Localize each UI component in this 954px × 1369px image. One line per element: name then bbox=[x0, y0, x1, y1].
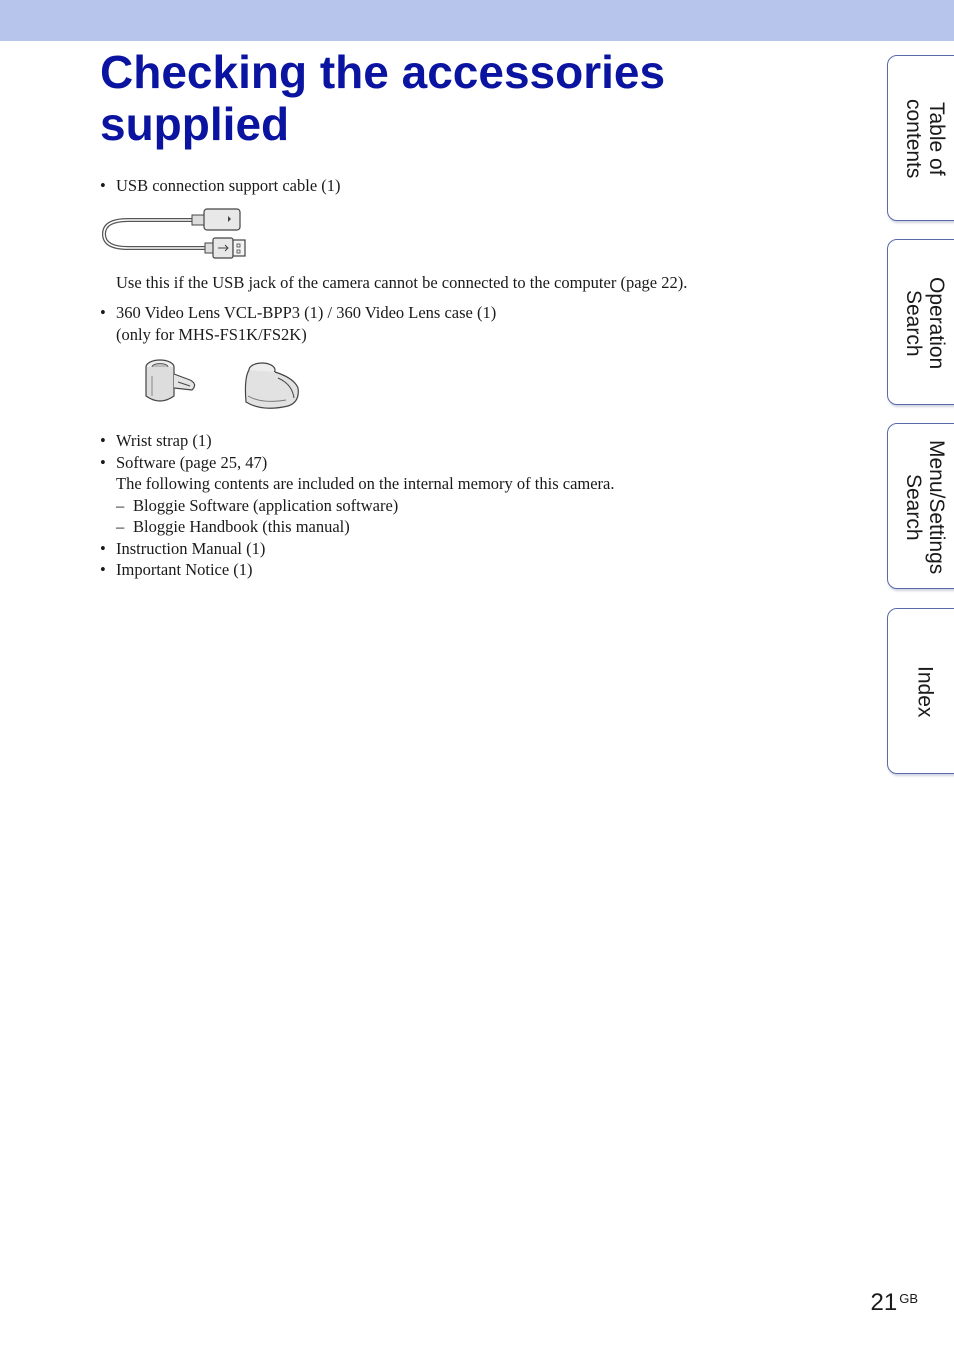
tab-label: Index bbox=[913, 666, 937, 718]
lens-case-illustration bbox=[242, 358, 302, 414]
dash-marker: – bbox=[116, 495, 125, 515]
bullet-marker: • bbox=[100, 176, 106, 195]
bullet-marker: • bbox=[100, 538, 106, 558]
software-note: The following contents are included on the internal memory of this camera. bbox=[116, 474, 615, 493]
bloggie-software-label: Bloggie Software (application software) bbox=[133, 495, 399, 515]
lens-label: 360 Video Lens VCL-BPP3 (1) / 360 Video Lens case (1) bbox=[116, 303, 497, 322]
tab-label: Operation Search bbox=[902, 276, 948, 370]
tab-table-of-contents[interactable] bbox=[887, 55, 954, 221]
sub-item-bloggie-handbook bbox=[100, 516, 860, 538]
page-number bbox=[871, 1289, 919, 1317]
important-notice-label: Important Notice (1) bbox=[116, 560, 253, 579]
header-band bbox=[0, 0, 954, 41]
video-lens-illustration bbox=[140, 356, 202, 408]
instruction-manual-label: Instruction Manual (1) bbox=[116, 538, 266, 558]
tab-label: Table of contents bbox=[902, 99, 948, 179]
list-item-wrist-strap bbox=[100, 430, 860, 452]
list-item-instruction-manual bbox=[100, 538, 860, 560]
list-item-software bbox=[100, 452, 860, 474]
page-number-suffix: GB bbox=[899, 1291, 918, 1306]
dash-marker: – bbox=[116, 517, 125, 536]
list-item-important-notice bbox=[100, 559, 860, 581]
list-item-usb-cable bbox=[100, 175, 860, 197]
lens-model-note: (only for MHS-FS1K/FS2K) bbox=[116, 324, 307, 344]
sub-item-bloggie-software bbox=[100, 495, 860, 517]
usb-cable-illustration bbox=[100, 206, 250, 262]
usb-cable-note: Use this if the USB jack of the camera cannot be connected to the computer (page 22). bbox=[116, 273, 688, 292]
wrist-strap-label: Wrist strap (1) bbox=[116, 431, 212, 450]
tab-label: Menu/Settings Search bbox=[902, 439, 948, 575]
bullet-marker: • bbox=[100, 452, 106, 472]
bullet-marker: • bbox=[100, 431, 106, 450]
accessory-list-lens bbox=[100, 302, 860, 345]
accessory-list-rest bbox=[100, 430, 860, 581]
bloggie-handbook-label: Bloggie Handbook (this manual) bbox=[133, 517, 350, 536]
tab-operation-search[interactable] bbox=[887, 239, 954, 405]
tab-index[interactable] bbox=[887, 608, 954, 774]
software-label: Software (page 25, 47) bbox=[116, 452, 268, 472]
accessory-list-top bbox=[100, 175, 860, 197]
page-title: Checking the accessories supplied bbox=[100, 46, 666, 150]
tab-menu-settings-search[interactable] bbox=[887, 423, 954, 589]
bullet-marker: • bbox=[100, 303, 106, 322]
page-number-value: 21 bbox=[870, 1289, 898, 1316]
list-item-lens bbox=[100, 302, 860, 324]
bullet-marker: • bbox=[100, 560, 106, 579]
usb-cable-label: USB connection support cable (1) bbox=[116, 176, 341, 195]
